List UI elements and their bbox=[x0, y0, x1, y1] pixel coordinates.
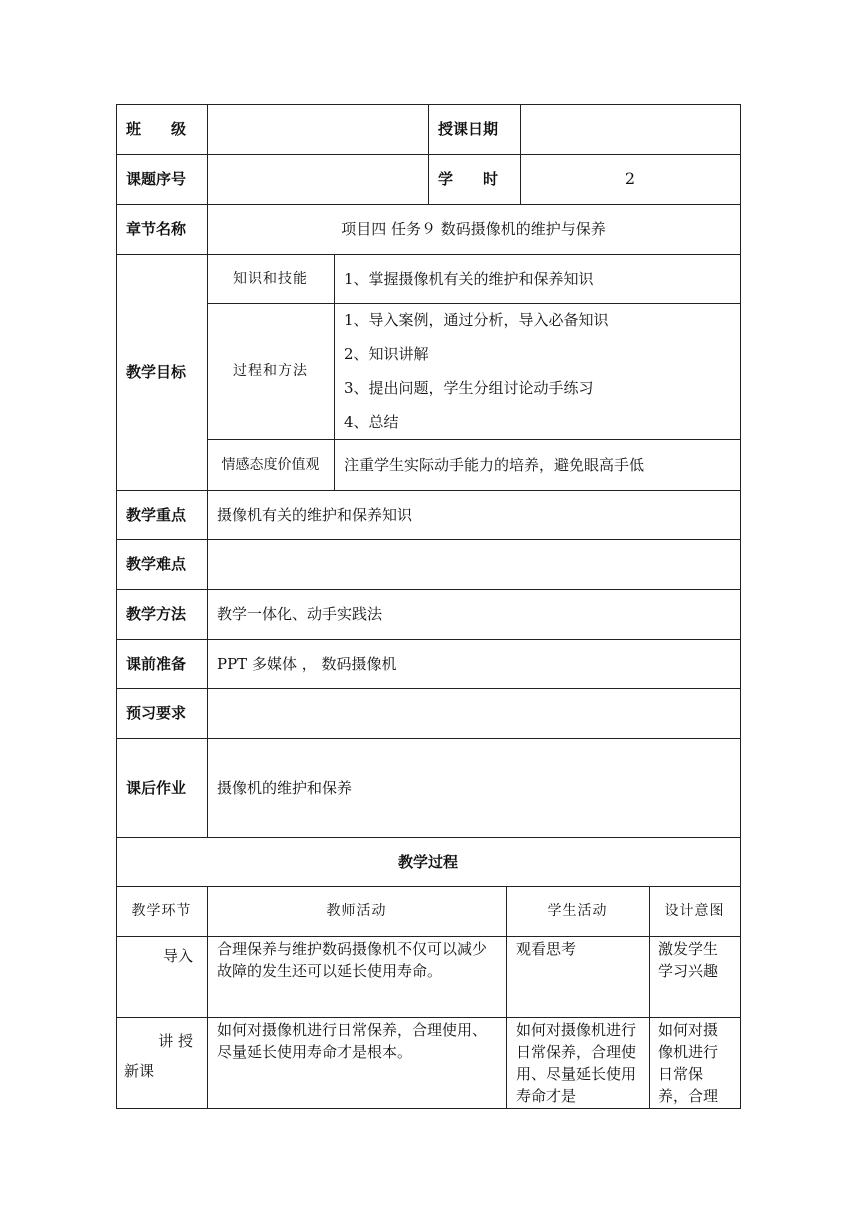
preview-value bbox=[207, 688, 740, 738]
col-intent-header: 设计意图 bbox=[664, 903, 725, 919]
key-points-value: 摄像机有关的维护和保养知识 bbox=[217, 505, 413, 524]
hours-value: 2 bbox=[624, 169, 636, 188]
key-points-label: 教学重点 bbox=[126, 505, 187, 524]
knowledge-label: 知识和技能 bbox=[233, 270, 308, 287]
homework-value: 摄像机的维护和保养 bbox=[217, 778, 353, 797]
stage-line: 讲 授 bbox=[158, 1032, 193, 1050]
emotion-value: 注重学生实际动手能力的培养，避免眼高手低 bbox=[344, 455, 645, 474]
topic-number-label: 课题序号 bbox=[126, 170, 187, 188]
table-row-intent: 激发学生学习兴趣 bbox=[658, 940, 719, 980]
emotion-label: 情感态度价值观 bbox=[221, 456, 320, 473]
homework-label: 课后作业 bbox=[126, 778, 187, 797]
lesson-plan-table bbox=[116, 104, 741, 1109]
objectives-label: 教学目标 bbox=[126, 363, 187, 381]
knowledge-value: 1、掌握摄像机有关的维护和保养知识 bbox=[344, 269, 594, 288]
topic-number-value bbox=[207, 154, 428, 204]
col-student-header: 学生活动 bbox=[547, 903, 608, 919]
col-stage-header: 教学环节 bbox=[131, 903, 192, 919]
table-row-stage: 导入 bbox=[162, 947, 193, 965]
chapter-value: 项目四 任务９ 数码摄像机的维护与保养 bbox=[341, 220, 606, 238]
chapter-label: 章节名称 bbox=[126, 220, 187, 238]
difficulty-label: 教学难点 bbox=[126, 555, 187, 573]
class-label: 班 级 bbox=[126, 120, 187, 138]
table-row-teacher: 如何对摄像机进行日常保养，合理使用、尽量延长使用寿命才是根本。 bbox=[217, 1021, 488, 1061]
process-method-label: 过程和方法 bbox=[233, 363, 308, 379]
class-value bbox=[207, 104, 428, 154]
stage-line: 新课 bbox=[124, 1062, 155, 1080]
table-row-student: 如何对摄像机进行日常保养，合理使用、尽量延长使用寿命才是 bbox=[516, 1021, 637, 1105]
preparation-value: PPT 多媒体 ， 数码摄像机 bbox=[217, 654, 397, 673]
process-method-item: 4、总结 bbox=[344, 413, 399, 431]
preview-label: 预习要求 bbox=[126, 704, 187, 722]
hours-label: 学 时 bbox=[438, 170, 499, 188]
process-method-item: 3、提出问题，学生分组讨论动手练习 bbox=[344, 379, 594, 397]
date-value bbox=[520, 104, 740, 154]
process-method-list bbox=[334, 303, 740, 439]
preparation-label: 课前准备 bbox=[126, 654, 187, 673]
col-teacher-header: 教师活动 bbox=[326, 903, 387, 919]
process-method-item: 2、知识讲解 bbox=[344, 345, 429, 363]
date-label: 授课日期 bbox=[438, 120, 499, 138]
table-row-stage bbox=[116, 1018, 207, 1108]
process-title: 教学过程 bbox=[397, 852, 458, 871]
table-row-student: 观看思考 bbox=[516, 940, 577, 958]
method-value: 教学一体化、动手实践法 bbox=[217, 605, 383, 623]
difficulty-value bbox=[207, 539, 740, 589]
process-method-item: 1、导入案例，通过分析，导入必备知识 bbox=[344, 311, 609, 329]
table-row-teacher: 合理保养与维护数码摄像机不仅可以减少故障的发生还可以延长使用寿命。 bbox=[217, 940, 488, 980]
table-row-intent: 如何对摄像机进行日常保养，合理 bbox=[658, 1021, 719, 1105]
method-label: 教学方法 bbox=[126, 605, 187, 623]
